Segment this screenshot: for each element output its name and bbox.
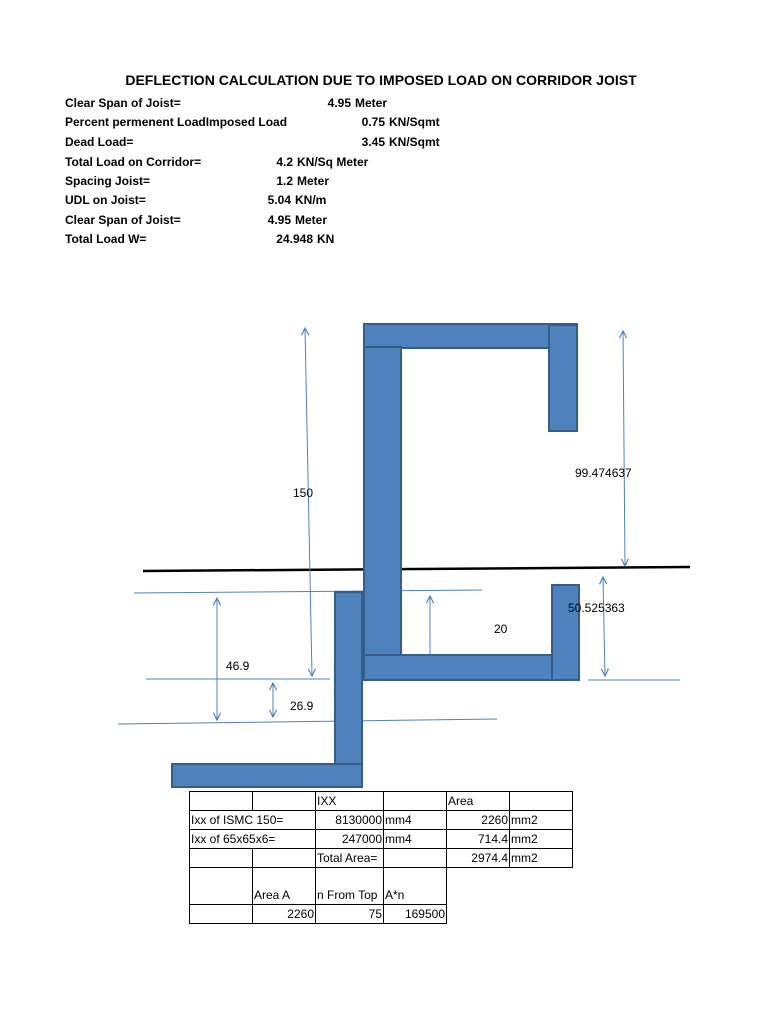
table-row: [190, 830, 573, 849]
parameter-unit: KN/Sqmt: [389, 135, 440, 149]
area-a-header: Area A: [253, 868, 316, 905]
parameter-value: 24.948: [276, 232, 313, 246]
row-label: Ixx of 65x65x6=: [190, 830, 316, 849]
parameter-value: 5.04: [267, 193, 291, 207]
upper-channel-lip: [549, 325, 577, 431]
parameter-value: 4.95: [267, 213, 291, 227]
parameter-value: 4.2: [276, 155, 293, 169]
total-area-unit: mm2: [510, 849, 573, 868]
parameter-unit: Meter: [297, 174, 330, 188]
a-times-n-header: A*n: [384, 868, 447, 905]
area-unit: mm2: [510, 830, 573, 849]
parameter-label: Clear Span of Joist=: [65, 213, 181, 227]
parameter-unit: KN: [317, 232, 335, 246]
ixx-unit: mm4: [384, 811, 447, 830]
total-area-value: 2974.4: [447, 849, 510, 868]
a-times-n-value: 169500: [384, 905, 447, 924]
parameter-label: Total Load W=: [65, 232, 147, 246]
ixx-header: IXX: [316, 792, 384, 811]
dim-26-label: 26.9: [290, 699, 314, 713]
channel-web: [364, 347, 401, 655]
parameter-value: 3.45: [361, 135, 385, 149]
parameter-label: Clear Span of Joist=: [65, 96, 181, 110]
n-from-top-header: n From Top: [316, 868, 384, 905]
parameter-label: Percent permenent LoadImposed Load: [65, 115, 288, 129]
parameter-unit: KN/m: [295, 193, 327, 207]
n-from-top-value: 75: [316, 905, 384, 924]
row-label: Ixx of ISMC 150=: [190, 811, 316, 830]
area-value: 714.4: [447, 830, 510, 849]
neutral-axis-line: [143, 567, 690, 571]
table-subheader-row: [190, 868, 573, 905]
angle-vertical-leg: [335, 592, 362, 764]
ixx-value: 247000: [316, 830, 384, 849]
ixx-unit: mm4: [384, 830, 447, 849]
parameter-label: Dead Load=: [65, 135, 134, 149]
parameter-label: Total Load on Corridor=: [65, 155, 202, 169]
table-row: [190, 811, 573, 830]
parameter-unit: Meter: [295, 213, 328, 227]
area-a-value: 2260: [253, 905, 316, 924]
dim-20-label: 20: [494, 622, 508, 636]
dim-99-label: 99.474637: [575, 466, 632, 480]
parameter-value: 1.2: [276, 174, 293, 188]
parameter-label: Spacing Joist=: [65, 174, 151, 188]
upper-channel-top-flange: [364, 324, 577, 348]
ixx-value: 8130000: [316, 811, 384, 830]
dim-50-arrow: [603, 577, 605, 676]
dim-99-arrow: [623, 331, 625, 566]
total-area-label: Total Area=: [316, 849, 384, 868]
parameter-unit: Meter: [355, 96, 388, 110]
area-value: 2260: [447, 811, 510, 830]
angle-horizontal-leg: [172, 764, 362, 787]
lower-channel-bottom-flange: [364, 655, 579, 680]
table-row: [190, 905, 573, 924]
calculation-table: [189, 791, 573, 924]
parameter-unit: KN/Sq Meter: [297, 155, 369, 169]
dim-46-label: 46.9: [226, 659, 250, 673]
steel-section: [172, 324, 579, 787]
area-header: Area: [447, 792, 510, 811]
parameter-value: 4.95: [327, 96, 351, 110]
dim-150-label: 150: [293, 486, 314, 500]
lower-channel-lip: [552, 585, 579, 680]
page-title: DEFLECTION CALCULATION DUE TO IMPOSED LOAD ON CORRIDOR JOIST: [125, 72, 637, 88]
dim-50-label: 50.525363: [568, 601, 625, 615]
dim-150-arrow: [305, 328, 312, 676]
parameter-unit: KN/Sqmt: [389, 115, 440, 129]
area-unit: mm2: [510, 811, 573, 830]
table-header-row: [190, 792, 573, 811]
parameter-value: 0.75: [361, 115, 385, 129]
parameter-label: UDL on Joist=: [65, 193, 146, 207]
table-row: [190, 849, 573, 868]
